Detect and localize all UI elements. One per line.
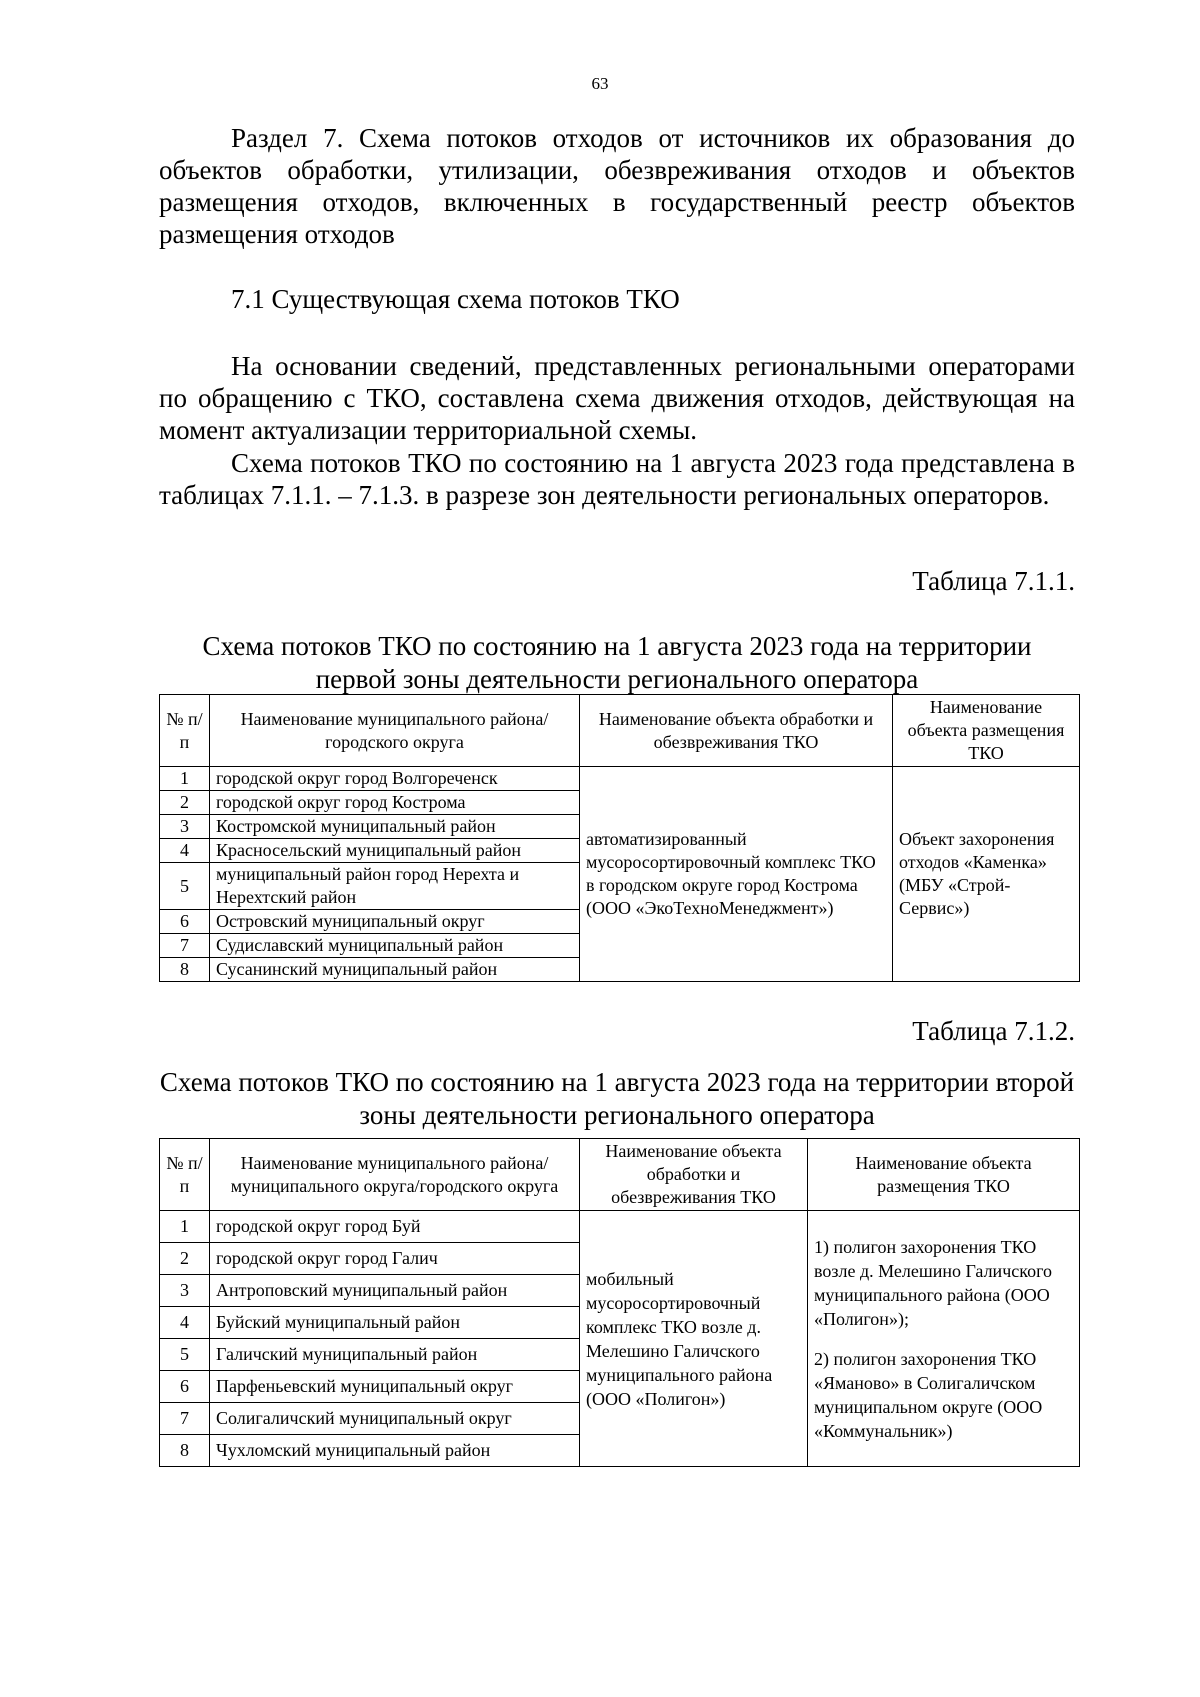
header-num: № п/п	[160, 695, 210, 767]
header-placement: Наименование объекта размещения ТКО	[893, 695, 1080, 767]
table-2	[159, 1138, 1080, 1467]
table-2-label: Таблица 7.1.2.	[912, 1016, 1075, 1046]
row-district: Буйский муниципальный район	[210, 1307, 580, 1339]
row-num: 2	[160, 791, 210, 815]
section-title: Раздел 7. Схема потоков отходов от источников их образования до объектов обработки, утилизации, обезвреживания отходов и объектов размещения отходов, включенных в государственный реестр объектов размещения отходов	[159, 123, 1075, 249]
placement-facility-1: 1) полигон захоронения ТКО возле д. Мелешино Галичского муниципального района (ООО «Полигон»);	[814, 1236, 1052, 1329]
row-district: Судиславский муниципальный район	[210, 934, 580, 958]
table-header-row	[160, 695, 1080, 767]
row-num: 3	[160, 815, 210, 839]
row-district: городской округ город Галич	[210, 1243, 580, 1275]
header-processing: Наименование объекта обработки и обезвреживания ТКО	[580, 1139, 808, 1211]
table-row	[160, 1211, 1080, 1243]
row-num: 4	[160, 839, 210, 863]
page-number: 63	[591, 74, 609, 93]
processing-facility: мобильный мусоросортировочный комплекс ТКО возле д. Мелешино Галичского муниципального района (ООО «Полигон»)	[580, 1211, 808, 1467]
header-placement: Наименование объекта размещения ТКО	[808, 1139, 1080, 1211]
row-num: 5	[160, 1339, 210, 1371]
row-district: Чухломский муниципальный район	[210, 1435, 580, 1467]
row-district: городской округ город Буй	[210, 1211, 580, 1243]
row-num: 3	[160, 1275, 210, 1307]
header-processing: Наименование объекта обработки и обезвреживания ТКО	[580, 695, 893, 767]
row-district: Антроповский муниципальный район	[210, 1275, 580, 1307]
row-district: муниципальный район город Нерехта и Нерехтский район	[210, 863, 580, 910]
row-district: Сусанинский муниципальный район	[210, 958, 580, 982]
subsection-title: 7.1 Существующая схема потоков ТКО	[231, 284, 680, 314]
row-num: 6	[160, 910, 210, 934]
table-1-caption: Схема потоков ТКО по состоянию на 1 августа 2023 года на территории первой зоны деятельности регионального оператора	[202, 631, 1032, 694]
row-district: Красносельский муниципальный район	[210, 839, 580, 863]
placement-gap	[814, 1331, 1073, 1347]
header-district: Наименование муниципального района/ муниципального округа/городского округа	[210, 1139, 580, 1211]
row-num: 7	[160, 934, 210, 958]
row-num: 7	[160, 1403, 210, 1435]
row-num: 2	[160, 1243, 210, 1275]
row-district: городской округ город Кострома	[210, 791, 580, 815]
row-num: 8	[160, 958, 210, 982]
row-district: Островский муниципальный округ	[210, 910, 580, 934]
row-num: 1	[160, 767, 210, 791]
row-num: 8	[160, 1435, 210, 1467]
row-num: 1	[160, 1211, 210, 1243]
processing-facility: автоматизированный мусоросортировочный комплекс ТКО в городском округе город Кострома (ООО «ЭкоТехноМенеджмент»)	[580, 767, 893, 982]
row-num: 6	[160, 1371, 210, 1403]
row-district: Костромской муниципальный район	[210, 815, 580, 839]
table-2-caption: Схема потоков ТКО по состоянию на 1 августа 2023 года на территории второй зоны деятельности регионального оператора	[159, 1067, 1075, 1130]
paragraph-2: Схема потоков ТКО по состоянию на 1 августа 2023 года представлена в таблицах 7.1.1. – 7.1.3. в разрезе зон деятельности региональных операторов.	[159, 448, 1075, 510]
row-num: 4	[160, 1307, 210, 1339]
header-num: № п/п	[160, 1139, 210, 1211]
placement-facility: Объект захоронения отходов «Каменка» (МБУ «Строй-Сервис»)	[893, 767, 1080, 982]
paragraph-1: На основании сведений, представленных региональными операторами по обращению с ТКО, составлена схема движения отходов, действующая на момент актуализации территориальной схемы.	[159, 351, 1075, 445]
row-district: Парфеньевский муниципальный округ	[210, 1371, 580, 1403]
table-1	[159, 694, 1080, 982]
header-district: Наименование муниципального района/ городского округа	[210, 695, 580, 767]
placement-facilities	[808, 1211, 1080, 1467]
row-district: Солигаличский муниципальный округ	[210, 1403, 580, 1435]
table-1-label: Таблица 7.1.1.	[912, 566, 1075, 596]
placement-facility-2: 2) полигон захоронения ТКО «Ямановo» в Солигаличском муниципальном округе (ООО «Коммунальник»)	[814, 1348, 1043, 1441]
row-district: Галичский муниципальный район	[210, 1339, 580, 1371]
row-num: 5	[160, 863, 210, 910]
table-header-row	[160, 1139, 1080, 1211]
row-district: городской округ город Волгореченск	[210, 767, 580, 791]
table-row	[160, 767, 1080, 791]
